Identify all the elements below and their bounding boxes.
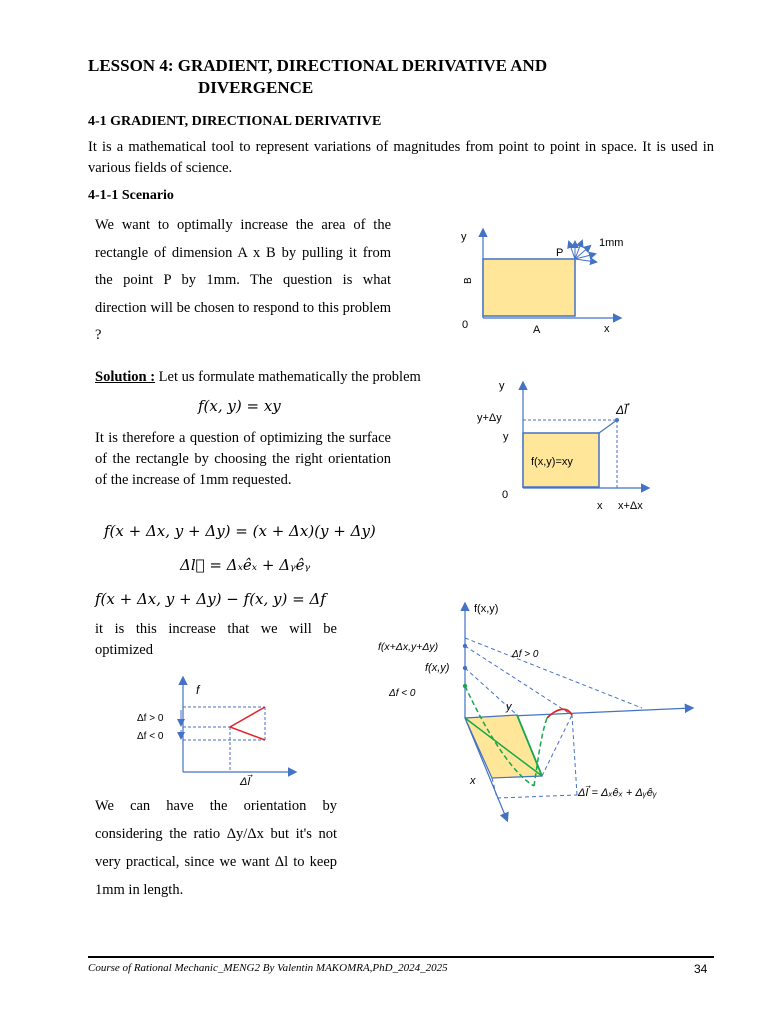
page-number: 34 bbox=[694, 962, 708, 976]
fig3-dl-label: Δl⃗ bbox=[240, 776, 251, 788]
fig3-neg-label: Δf < 0 bbox=[137, 731, 164, 742]
fig4-dl-label: Δl⃗ = Δₓêₓ + Δᵧêᵧ bbox=[578, 787, 657, 799]
solution-text: Let us formulate mathematically the problem bbox=[155, 369, 421, 385]
fig4-pos-label: Δf > 0 bbox=[512, 649, 539, 660]
fig1-p-label: P bbox=[556, 247, 564, 259]
fig1-mm-label: 1mm bbox=[599, 237, 624, 249]
footer-course: Course of Rational Mechanic_MENG2 By Valentin MAKOMRA,PhD_2024_2025 bbox=[88, 962, 448, 974]
fig4-fxy-top-label: f(x,y) bbox=[474, 603, 499, 615]
equation-4: f(x + Δx, y + Δy) − f(x, y) = Δf bbox=[95, 590, 326, 608]
fig2-ydy-label: y+Δy bbox=[477, 412, 502, 424]
title-line-1: LESSON 4: GRADIENT, DIRECTIONAL DERIVATIVE AND bbox=[88, 56, 548, 75]
fig1-o-label: 0 bbox=[462, 319, 469, 331]
equation-1: f(x, y) = xy bbox=[198, 397, 281, 415]
fig3-f-label: f bbox=[196, 683, 200, 697]
fig4-y-label: y bbox=[506, 701, 512, 713]
fig4-x-label: x bbox=[470, 775, 476, 787]
fig2-x-label: x bbox=[597, 500, 603, 512]
fig1-y-label: y bbox=[461, 231, 467, 243]
equation-3: Δl⃗ = Δₓêₓ + Δᵧêᵧ bbox=[180, 556, 311, 574]
fig2-yy-label: y bbox=[503, 431, 509, 443]
title-line-2: DIVERGENCE bbox=[198, 78, 314, 97]
rectangle-ab bbox=[483, 259, 575, 316]
fig2-xdx-label: x+Δx bbox=[618, 500, 643, 512]
fig4-fdx-label: f(x+Δx,y+Δy) bbox=[378, 641, 439, 653]
optimize-text: it is this increase that we will be optimized bbox=[95, 621, 337, 658]
surface-3d-figure bbox=[372, 598, 702, 828]
delta-f-figure bbox=[130, 672, 300, 790]
fig1-x-label: x bbox=[604, 323, 610, 335]
fig1-b-label: B bbox=[463, 277, 474, 284]
fig2-dl-label: Δl⃗ bbox=[616, 403, 628, 417]
scenario-text: We want to optimally increase the area of the rectangle of dimension A x B by pulling it from the point P by 1mm. The question is what direction will be chosen to respond to this problem ? bbox=[95, 217, 391, 343]
fig4-fxy-label: f(x,y) bbox=[425, 662, 450, 674]
fig4-neg-label: Δf < 0 bbox=[389, 688, 416, 699]
scenario-heading: 4-1-1 Scenario bbox=[88, 188, 174, 203]
fig3-pos-label: Δf > 0 bbox=[137, 713, 164, 724]
solution-paragraph: It is therefore a question of optimizing the surface of the rectangle by choosing the right orientation of the increase of 1mm requested. bbox=[95, 430, 391, 488]
equation-2: f(x + Δx, y + Δy) = (x + Δx)(y + Δy) bbox=[104, 522, 376, 540]
fig1-a-label: A bbox=[533, 324, 541, 336]
footer-divider bbox=[88, 956, 714, 958]
fig2-o-label: 0 bbox=[502, 489, 509, 501]
section-heading: 4-1 GRADIENT, DIRECTIONAL DERIVATIVE bbox=[88, 114, 382, 129]
closing-text: We can have the orientation by considering the ratio Δy/Δx but it's not very practical, since we want Δl to keep 1mm in length. bbox=[95, 798, 337, 898]
page-title bbox=[88, 55, 547, 99]
red-increment-lines bbox=[230, 707, 265, 740]
section-intro: It is a mathematical tool to represent variations of magnitudes from point to point in space. It is used in various fields of science. bbox=[88, 139, 714, 176]
rectangle-figure bbox=[450, 222, 640, 340]
fig2-y-label: y bbox=[499, 380, 505, 392]
function-rectangle-figure bbox=[470, 375, 670, 520]
solution-label: Solution : bbox=[95, 369, 156, 385]
fig2-fxy-label: f(x,y)=xy bbox=[531, 456, 573, 468]
solution-line bbox=[95, 367, 421, 388]
